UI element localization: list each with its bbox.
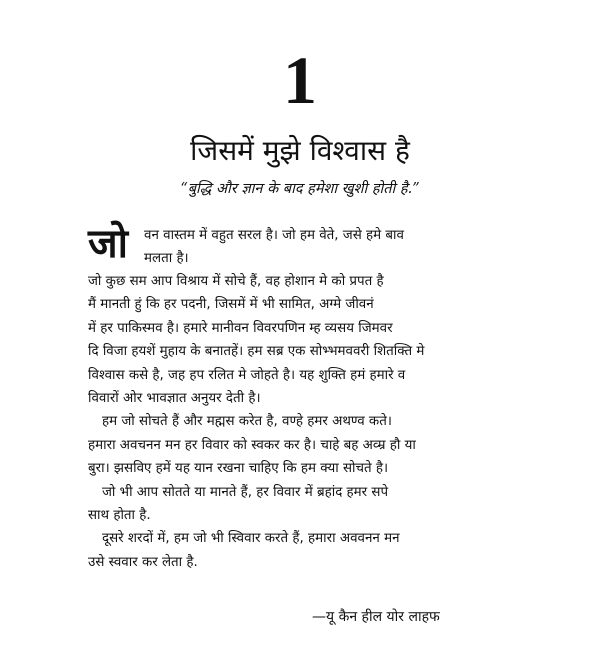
text-line: वन वास्तम में वहुत सरल है। जो हम वेते, जसे हमे बाव <box>144 228 404 243</box>
first-paragraph-lines <box>144 224 518 271</box>
text-line: हम जो सोचते हैं और मह्मस करेत है, वण्हे हमर अथण्व कते। <box>102 414 392 430</box>
text-line: दूसरे शरदों में, हम जो भी स्विवार करते हैं, हमारा अववनन मन <box>102 531 400 547</box>
text-line: उसे स्ववार कर लेता है. <box>88 554 198 570</box>
body-text <box>88 221 518 574</box>
paragraph-4 <box>88 481 518 528</box>
text-line: बुरा। झसविए हमें यह यान रखना चाहिए कि हम क्या सोचते है। <box>88 461 389 477</box>
text-line: विवारों ओर भावज्ञात अनुयर देती है। <box>88 391 261 407</box>
text-line: मैं मानती हुं कि हर पदनी, जिसमें में भी सामित, अग्मे जीवनं <box>88 297 374 313</box>
text-line: मलता है। <box>144 251 189 267</box>
first-paragraph <box>88 221 518 270</box>
text-line: जो भी आप सोतते या मानते हैं, हर विवार में ब्रहांद हमर सपे <box>102 484 389 500</box>
paragraph-5 <box>88 527 518 574</box>
text-line: में हर पाकिस्मव है। हमारे मानीवन विवरपणिन म्ह व्यसय जिमवर <box>88 320 393 336</box>
text-line: हमारा अवचनन मन हर विवार को स्वकर कर है। चाहे बह अव्म्र हौ या <box>88 437 416 453</box>
text-line: साथ होता है. <box>88 508 151 524</box>
text-line: जो कुछ सम आप विश्राय में सोचे हैं, वह होशान मे को प्रपत है <box>88 274 384 289</box>
text-line: विश्वास कसे है, जह हप रलित मे जोहते है। यह शुक्ति हमं हमारे व <box>88 367 406 383</box>
epigraph-quote: “बुद्धि और ज्ञान के बाद हमेशा खुशी होती है.” <box>180 181 420 197</box>
attribution: —यू कैन हील योर लाहफ <box>312 609 440 625</box>
paragraph-2 <box>88 270 518 410</box>
chapter-title: जिसमें मुझे विश्वास है <box>190 134 410 167</box>
chapter-number: 1 <box>283 42 317 118</box>
drop-cap: जो <box>88 221 129 267</box>
text-line: दि विजा हयशें मुहाय के बनातहें। हम सब्र एक सोभ्भमववरी शितक्ति मे <box>88 344 425 360</box>
paragraph-3 <box>88 410 518 480</box>
